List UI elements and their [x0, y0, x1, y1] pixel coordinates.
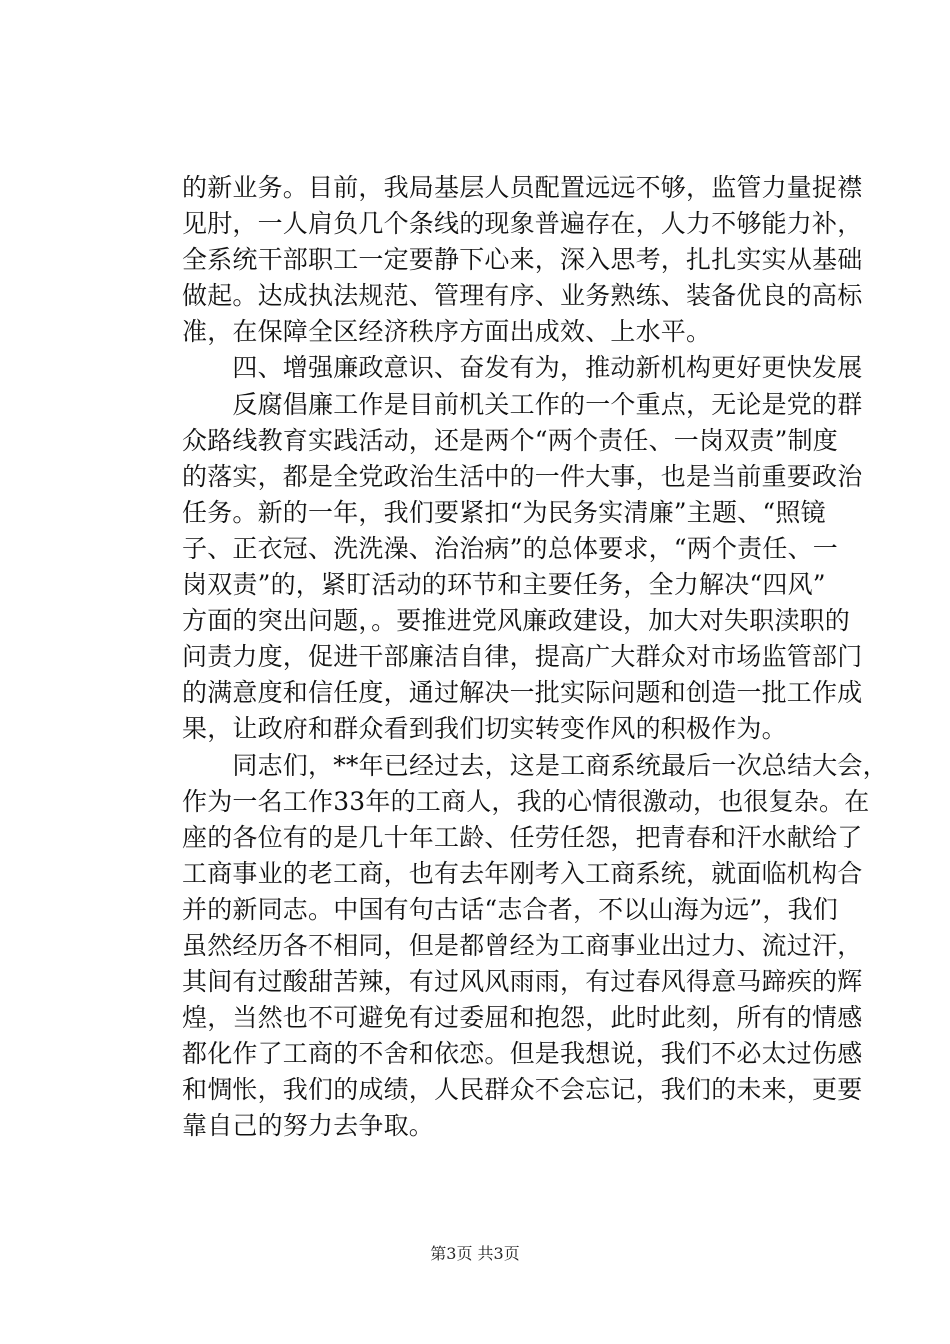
- text-line: 众路线教育实践活动，还是两个“两个责任、一岗双责”制度: [182, 425, 838, 455]
- text-line: 准，在保障全区经济秩序方面出成效、上水平。: [182, 317, 712, 347]
- text-line: 的新业务。目前，我局基层人员配置远远不够，监管力量捉襟: [182, 173, 863, 202]
- text-line: 的落实，都是全党政治生活中的一件大事，也是当前重要政治: [182, 461, 863, 491]
- text-line: 方面的突出问题，。要推进党风廉政建设，加大对失职渎职的: [182, 606, 850, 636]
- text-line: 问责力度，促进干部廉洁自律，提高广大群众对市场监管部门: [182, 642, 863, 672]
- text-line: 见肘，一人肩负几个条线的现象普遍存在，人力不够能力补，: [182, 209, 863, 239]
- text-line: 做起。达成执法规范、管理有序、业务熟练、装备优良的高标: [182, 281, 863, 311]
- document-body: [182, 170, 888, 1145]
- text-line: 果，让政府和群众看到我们切实转变作风的积极作为。: [182, 714, 787, 744]
- text-line: 并的新同志。中国有句古话“志合者，不以山海为远”，我们: [182, 894, 838, 924]
- text-line: 和惆怅，我们的成绩，人民群众不会忘记，我们的未来，更要: [182, 1075, 863, 1105]
- text-line: 同志们，**年已经过去，这是工商系统最后一次总结大会，: [182, 750, 888, 780]
- text-line: 都化作了工商的不舍和依恋。但是我想说，我们不必太过伤感: [182, 1039, 863, 1069]
- text-line: 子、正衣冠、洗洗澡、治治病”的总体要求，“两个责任、一: [182, 533, 838, 563]
- text-line: 虽然经历各不相同，但是都曾经为工商事业出过力、流过汗，: [182, 930, 863, 960]
- text-line: 作为一名工作33年的工商人，我的心情很激动，也很复杂。在: [182, 786, 870, 816]
- text-line: 靠自己的努力去争取。: [182, 1111, 435, 1141]
- text-line: 工商事业的老工商，也有去年刚考入工商系统，就面临机构合: [182, 858, 863, 888]
- text-line: 岗双责”的，紧盯活动的环节和主要任务，全力解决“四风”: [182, 570, 826, 600]
- text-line: 全系统干部职工一定要静下心来，深入思考，扎扎实实从基础: [182, 245, 863, 275]
- section-heading: 四、增强廉政意识、奋发有为，推动新机构更好更快发展: [182, 353, 863, 383]
- text-line: 反腐倡廉工作是目前机关工作的一个重点，无论是党的群: [182, 389, 863, 419]
- text-line: 座的各位有的是几十年工龄、任劳任怨，把青春和汗水献给了: [182, 822, 863, 852]
- page-number-footer: 第3页 共3页: [430, 1244, 520, 1263]
- text-line: 煌，当然也不可避免有过委屈和抱怨，此时此刻，所有的情感: [182, 1003, 863, 1033]
- text-line: 其间有过酸甜苦辣，有过风风雨雨，有过春风得意马蹄疾的辉: [182, 967, 863, 997]
- text-line: 任务。新的一年，我们要紧扣“为民务实清廉”主题、“照镜: [182, 497, 826, 527]
- text-line: 的满意度和信任度，通过解决一批实际问题和创造一批工作成: [182, 678, 863, 708]
